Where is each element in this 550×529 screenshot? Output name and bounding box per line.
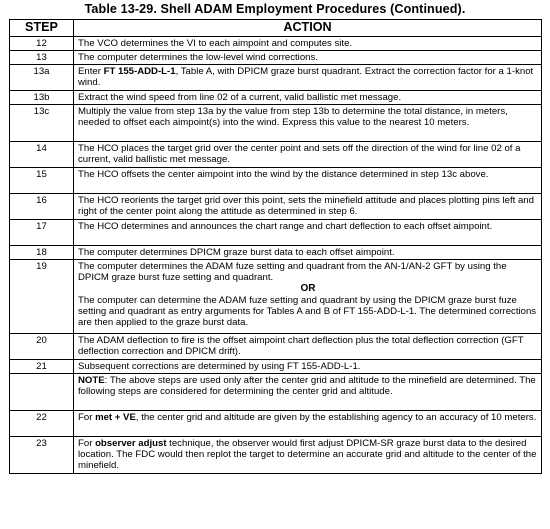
table-row [10,142,542,168]
action-cell: The HCO offsets the center aimpoint into the wind by the distance determined in step 13c above. [74,168,542,194]
bold-text: observer adjust [95,438,167,449]
action-cell: Enter FT 155-ADD-L-1, Table A, with DPICM graze burst quadrant. Extract the correction factor for a 1-knot wind. [74,65,542,91]
step-cell: 18 [10,246,74,260]
action-cell: Extract the wind speed from line 02 of a current, valid ballistic met message. [74,91,542,105]
table-row [10,37,542,51]
action-cell: The ADAM deflection to fire is the offset aimpoint chart deflection plus the total deflection correction (GFT deflection correction and DPICM drift). [74,334,542,360]
step-cell: 21 [10,360,74,374]
table-row [10,168,542,194]
table-row [10,334,542,360]
step-cell: 16 [10,194,74,220]
action-cell: The computer determines DPICM graze burst data to each offset aimpoint. [74,246,542,260]
action-cell: The HCO places the target grid over the center point and sets off the direction of the wind for line 02 of a current, valid ballistic met message. [74,142,542,168]
note-label: NOTE [78,375,105,386]
table-row [10,194,542,220]
table-row [10,91,542,105]
action-cell: For met + VE, the center grid and altitude are given by the establishing agency to an accuracy of 10 meters. [74,411,542,437]
action-cell: Subsequent corrections are determined by using FT 155-ADD-L-1. [74,360,542,374]
bold-text: FT 155-ADD-L-1 [103,66,176,77]
step-cell: 13c [10,105,74,142]
or-separator: OR [300,283,316,294]
table-row [10,437,542,474]
table-row [10,360,542,374]
table-row [10,374,542,411]
action-cell [74,260,542,334]
table-row [10,105,542,142]
step-cell: 13 [10,51,74,65]
step-cell: 17 [10,220,74,246]
action-paragraph: The computer determines the ADAM fuze setting and quadrant from the AN-1/AN-2 GFT by using the DPICM graze burst fuze setting and quadrant. [78,261,507,283]
step-cell: 14 [10,142,74,168]
table-row [10,246,542,260]
action-paragraph: The computer can determine the ADAM fuze setting and quadrant by using the DPICM graze burst fuze setting and quadrant as entry arguments for Tables A and B of FT 155-ADD-L-1. The determined corrections are then applied to the graze burst data. [78,295,537,328]
table-row [10,51,542,65]
action-cell: The HCO determines and announces the chart range and chart deflection to each offset aimpoint. [74,220,542,246]
step-cell: 12 [10,37,74,51]
table-row [10,220,542,246]
table-row [10,260,542,334]
table-row [10,411,542,437]
note-cell: NOTE: The above steps are used only after the center grid and altitude to the minefield are determined. The following steps are considered for determining the center grid and altitude. [74,374,542,411]
step-cell: 13a [10,65,74,91]
bold-text: met + VE [95,412,136,423]
action-cell: For observer adjust technique, the observer would first adjust DPICM-SR graze burst data to the desired location. The FDC would then replot the target to determine an accurate grid and altitude to the center of the minefield. [74,437,542,474]
action-cell: The HCO reorients the target grid over this point, sets the minefield attitude and places plotting pins left and right of the center point along the attitude as determined in step 6. [74,194,542,220]
procedures-table [9,19,542,474]
header-row [10,20,542,37]
step-cell: 20 [10,334,74,360]
step-cell: 13b [10,91,74,105]
step-cell: 19 [10,260,74,334]
table-title: Table 13-29. Shell ADAM Employment Procedures (Continued). [84,2,466,16]
step-cell [10,374,74,411]
step-cell: 23 [10,437,74,474]
step-column-header: STEP [10,20,74,37]
table-row [10,65,542,91]
step-cell: 15 [10,168,74,194]
action-column-header: ACTION [74,20,542,37]
action-cell: The computer determines the low-level wind corrections. [74,51,542,65]
action-cell: Multiply the value from step 13a by the value from step 13b to determine the total distance, in meters, needed to offset each aimpoint(s) into the wind. Express this value to the nearest 10 meters. [74,105,542,142]
step-cell: 22 [10,411,74,437]
action-cell: The VCO determines the VI to each aimpoint and computes site. [74,37,542,51]
